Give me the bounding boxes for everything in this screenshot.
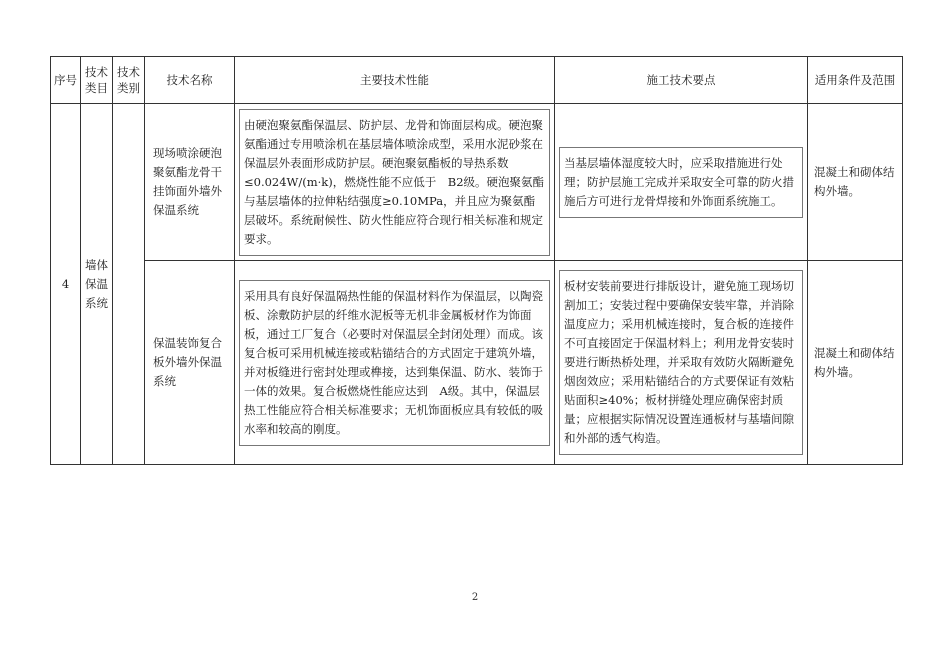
performance-text: 由硬泡聚氨酯保温层、防护层、龙骨和饰面层构成。硬泡聚氨酯通过专用喷涂机在基层墙体喷涂成型，采用水泥砂浆在保温层外表面形成防护层。硬泡聚氨酯板的导热系数≤0.024W/(m·k)，燃烧性能不应低于 B2级。硬泡聚氨酯与基层墙体的拉伸粘结强度≥0.10MPa，并且应为聚氨酯层破坏。系统耐候性、防火性能应符合现行相关标准和规定要求。: [239, 109, 550, 256]
header-construction: 施工技术要点: [555, 57, 808, 104]
header-scope: 适用条件及范围: [808, 57, 903, 104]
tech-construction: [555, 261, 808, 465]
tech-scope: 混凝土和砌体结构外墙。: [808, 104, 903, 261]
table-row: [51, 104, 903, 261]
tech-performance: [235, 104, 555, 261]
table-row: [51, 261, 903, 465]
page-number: 2: [471, 592, 479, 603]
tech-construction: [555, 104, 808, 261]
tech-name: 保温装饰复合板外墙外保温系统: [145, 261, 235, 465]
row-type: [113, 104, 145, 465]
row-seq-number: 4: [51, 104, 81, 465]
header-seq: 序号: [51, 57, 81, 104]
row-category: 墙体保温系统: [81, 104, 113, 465]
tech-performance: [235, 261, 555, 465]
tech-scope: 混凝土和砌体结构外墙。: [808, 261, 903, 465]
header-name: 技术名称: [145, 57, 235, 104]
header-type: 技术类别: [113, 57, 145, 104]
technology-table: [50, 56, 903, 465]
header-performance: 主要技术性能: [235, 57, 555, 104]
performance-text: 采用具有良好保温隔热性能的保温材料作为保温层，以陶瓷板、涂敷防护层的纤维水泥板等无机非金属板材作为饰面板，通过工厂复合（必要时对保温层全封闭处理）而成。该复合板可采用机械连接或粘锚结合的方式固定于建筑外墙，并对板缝进行密封处理或榫接，达到集保温、防水、装饰于一体的效果。复合板燃烧性能应达到 A级。其中，保温层热工性能应符合相关标准要求；无机饰面板应具有较低的吸水率和较高的刚度。: [239, 280, 550, 446]
construction-text: 当基层墙体湿度较大时，应采取措施进行处理；防护层施工完成并采取安全可靠的防火措施后方可进行龙骨焊接和外饰面系统施工。: [559, 147, 803, 218]
header-row: [51, 57, 903, 104]
construction-text: 板材安装前要进行排版设计，避免施工现场切割加工；安装过程中要确保安装牢靠，并消除温度应力；采用机械连接时，复合板的连接件不可直接固定于保温材料上；利用龙骨安装时要进行断热桥处理，并采取有效防火隔断避免烟囱效应；采用粘锚结合的方式要保证有效粘贴面积≥40%；板材拼缝处理应确保密封质量；应根据实际情况设置连通板材与基墙间隙和外部的透气构造。: [559, 270, 803, 455]
tech-name: 现场喷涂硬泡聚氨酯龙骨干挂饰面外墙外保温系统: [145, 104, 235, 261]
header-category: 技术类目: [81, 57, 113, 104]
